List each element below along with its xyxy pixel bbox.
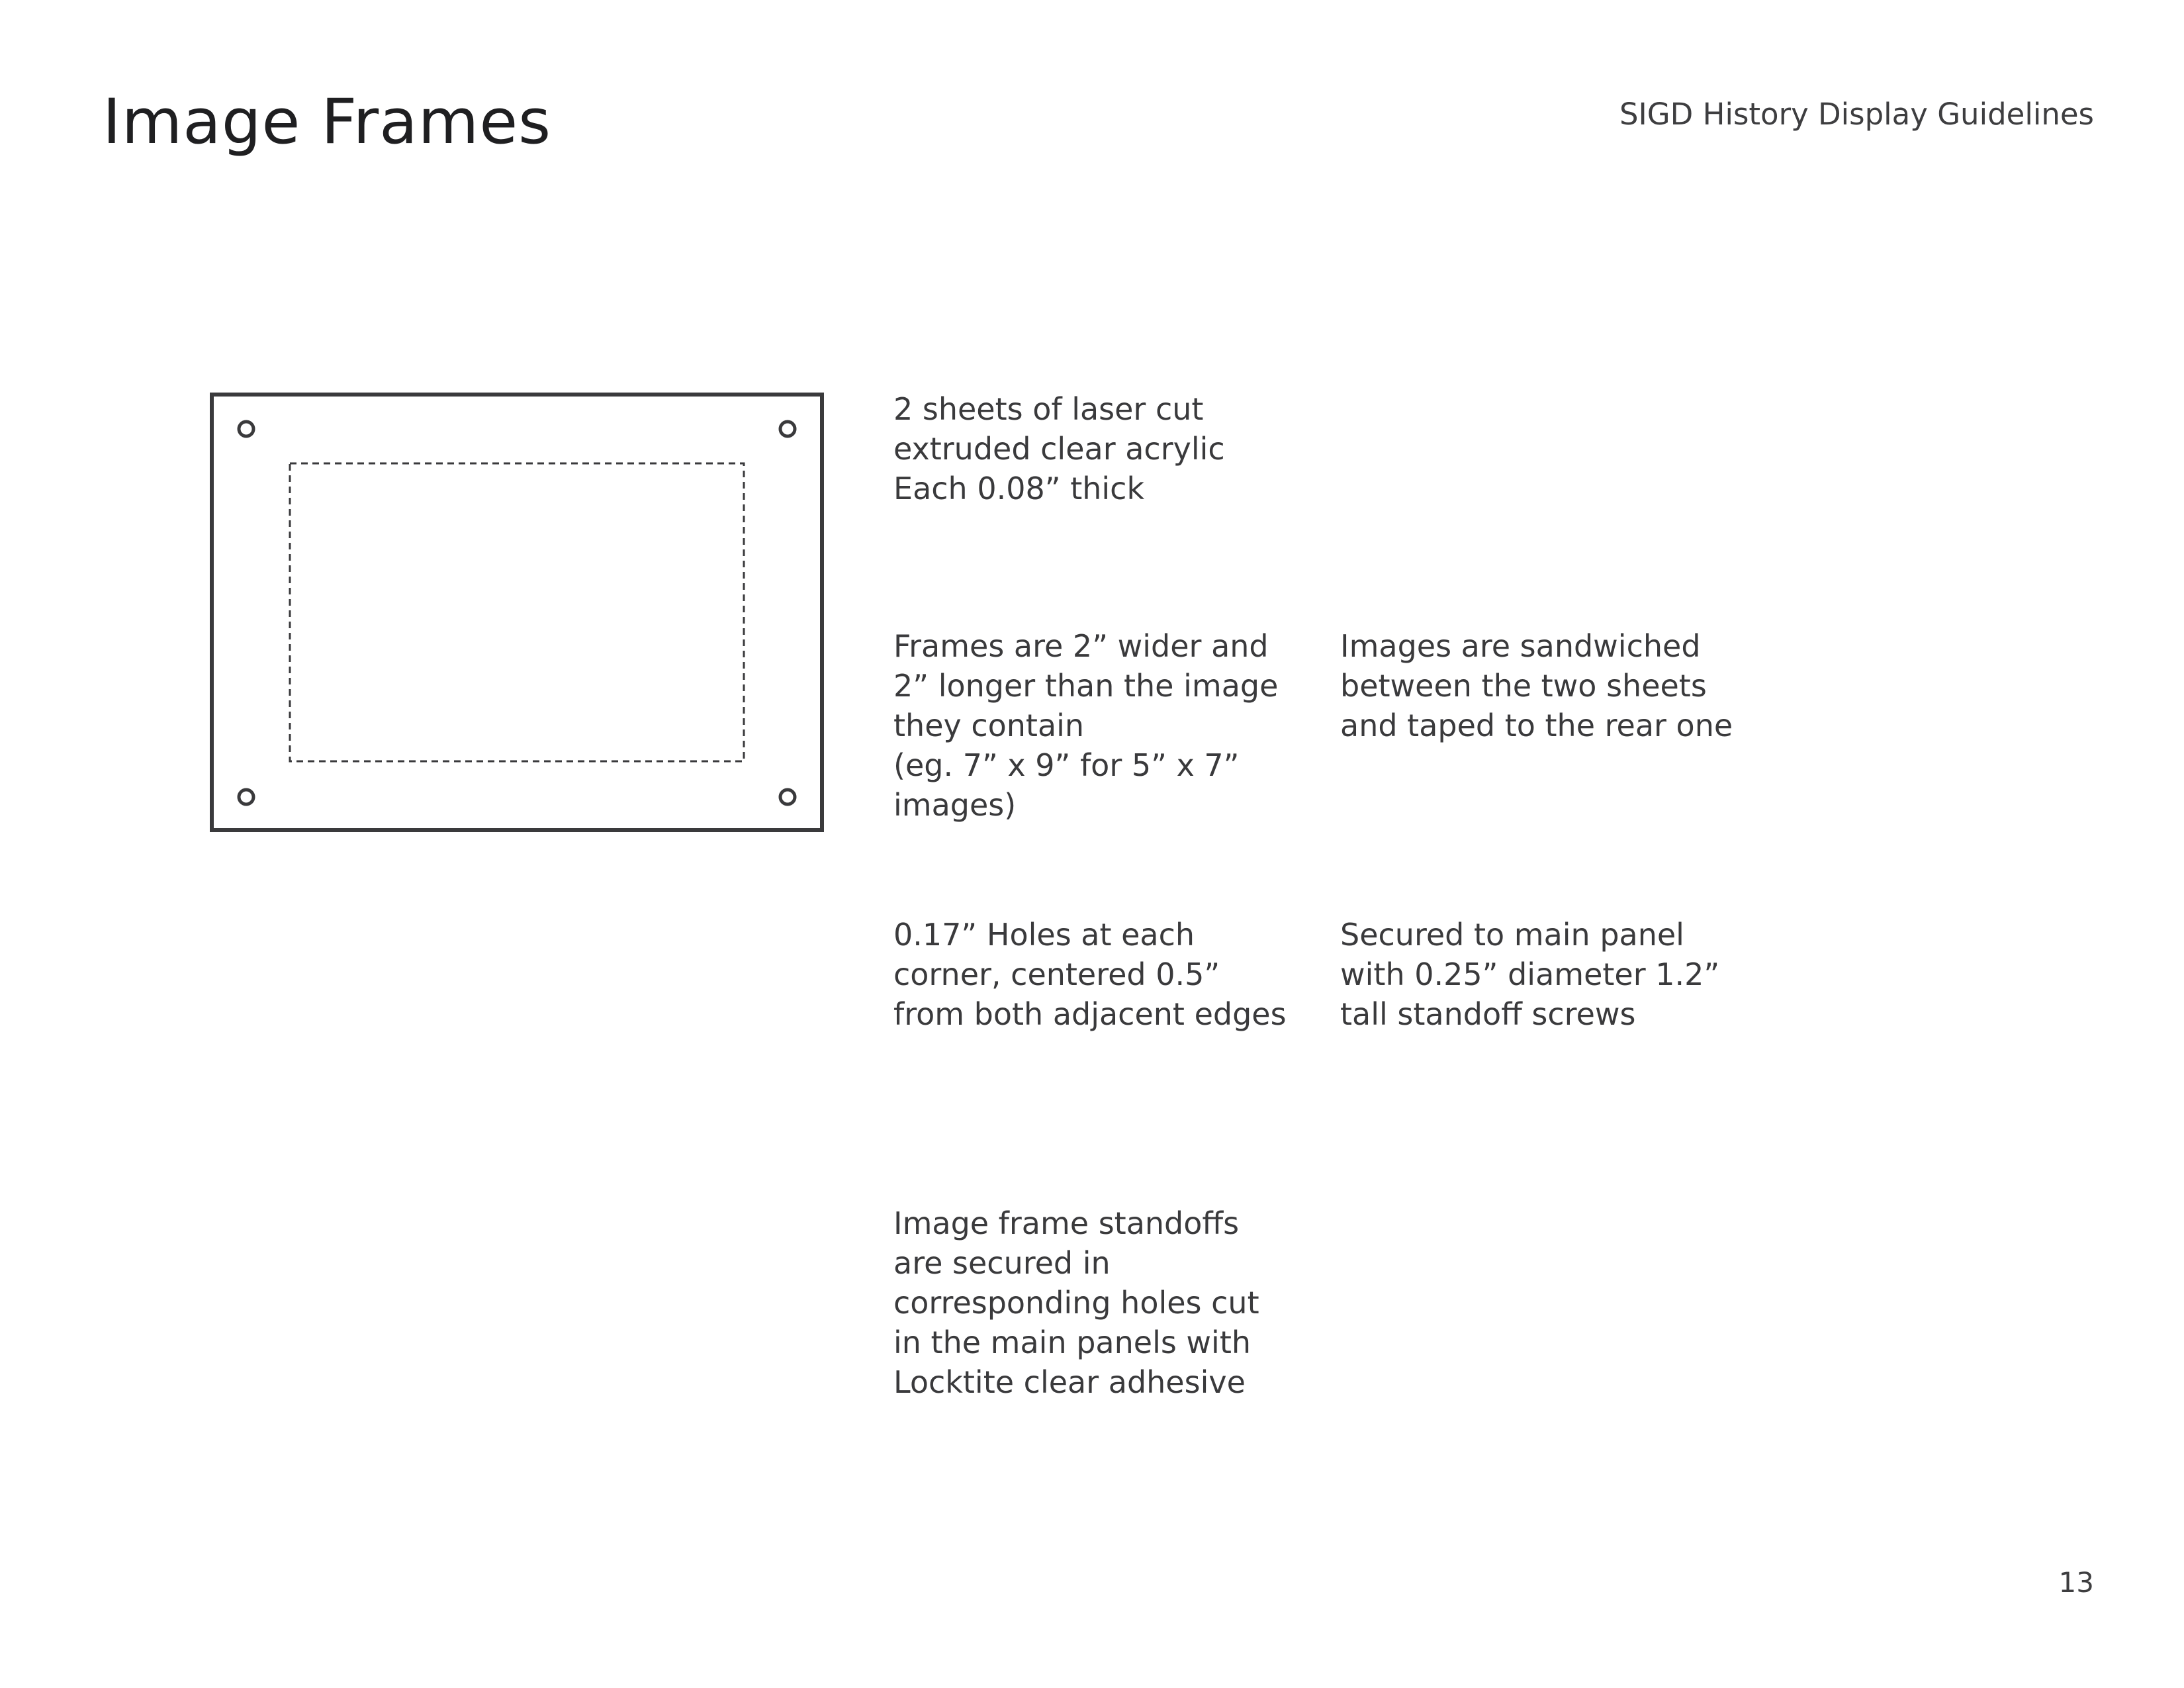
corner-hole-bottom-left bbox=[239, 790, 253, 804]
note-material bbox=[893, 389, 1225, 508]
note-line: are secured in bbox=[893, 1245, 1111, 1281]
note-line: they contain bbox=[893, 708, 1085, 743]
document-title: SIGD History Display Guidelines bbox=[1619, 97, 2094, 132]
note-line: with 0.25” diameter 1.2” bbox=[1340, 957, 1720, 992]
image-area-outline bbox=[290, 463, 744, 761]
corner-hole-top-right bbox=[780, 422, 795, 436]
note-standoffs bbox=[1340, 915, 1719, 1034]
note-line: 2 sheets of laser cut bbox=[893, 391, 1204, 427]
corner-hole-bottom-right bbox=[780, 790, 795, 804]
note-line: 0.17” Holes at each bbox=[893, 917, 1195, 953]
note-line: Secured to main panel bbox=[1340, 917, 1684, 953]
note-line: Images are sandwiched bbox=[1340, 628, 1701, 664]
frame-outline bbox=[212, 395, 822, 830]
note-holes bbox=[893, 915, 1287, 1034]
page-title: Image Frames bbox=[103, 86, 552, 158]
note-line: (eg. 7” x 9” for 5” x 7” bbox=[893, 747, 1240, 783]
corner-hole-top-left bbox=[239, 422, 253, 436]
note-sandwich bbox=[1340, 626, 1733, 745]
note-line: from both adjacent edges bbox=[893, 996, 1287, 1032]
note-size bbox=[893, 626, 1278, 825]
note-line: images) bbox=[893, 787, 1017, 823]
note-line: in the main panels with bbox=[893, 1325, 1251, 1360]
note-line: extruded clear acrylic bbox=[893, 431, 1225, 467]
note-line: between the two sheets bbox=[1340, 668, 1707, 704]
note-line: corresponding holes cut bbox=[893, 1285, 1259, 1321]
note-line: 2” longer than the image bbox=[893, 668, 1279, 704]
image-frame-diagram bbox=[209, 392, 825, 835]
note-line: Each 0.08” thick bbox=[893, 471, 1145, 506]
note-line: and taped to the rear one bbox=[1340, 708, 1733, 743]
note-line: Frames are 2” wider and bbox=[893, 628, 1269, 664]
note-line: Locktite clear adhesive bbox=[893, 1364, 1246, 1400]
note-line: tall standoff screws bbox=[1340, 996, 1636, 1032]
note-adhesive bbox=[893, 1203, 1259, 1402]
page-number: 13 bbox=[2058, 1566, 2094, 1599]
note-line: corner, centered 0.5” bbox=[893, 957, 1220, 992]
note-line: Image frame standoffs bbox=[893, 1205, 1240, 1241]
